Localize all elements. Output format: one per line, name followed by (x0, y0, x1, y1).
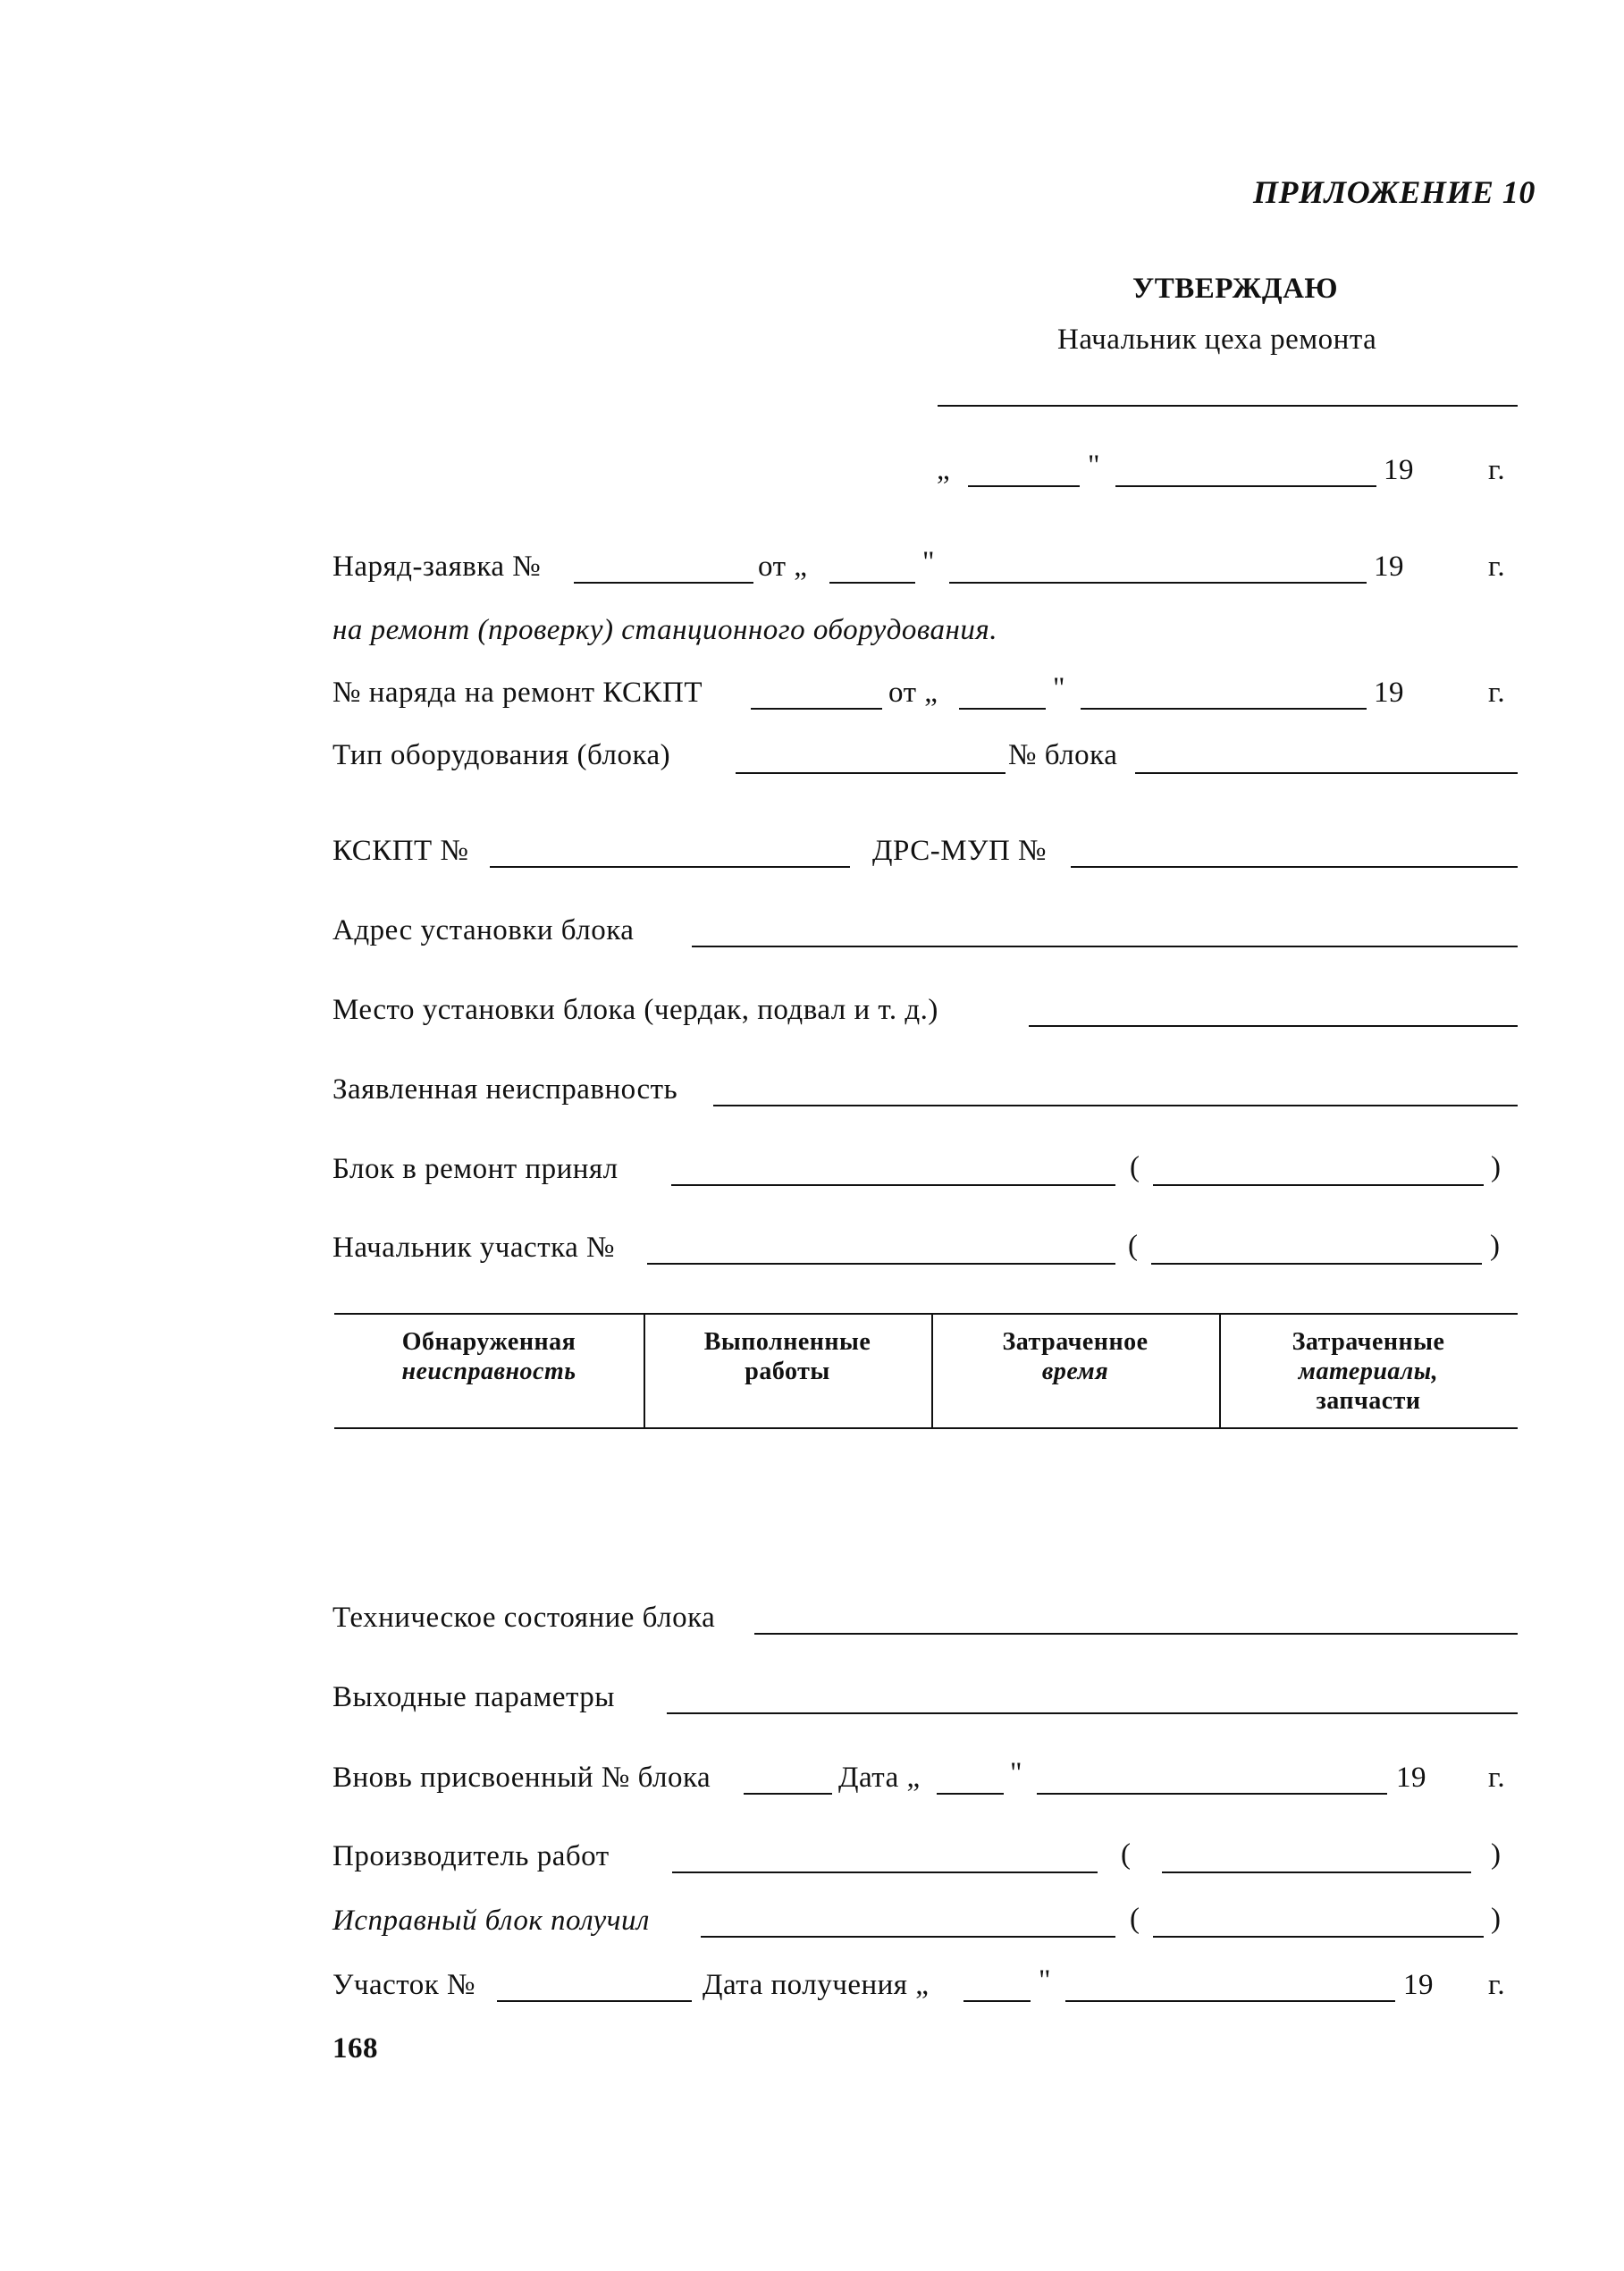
table-header-work-line2: работы (745, 1358, 830, 1386)
header-date-day-field[interactable] (968, 485, 1080, 487)
header-date-close-quote: " (1088, 450, 1100, 482)
repair-order-year-prefix: 19 (1374, 677, 1404, 709)
new-number-year-suffix: г. (1488, 1762, 1506, 1794)
tech-state-label: Техническое состояние блока (332, 1602, 716, 1634)
receipt-year-suffix: г. (1488, 1969, 1506, 2001)
accepted-by-close-paren: ) (1491, 1151, 1502, 1183)
table-header-fault-line1: Обнаруженная (401, 1328, 576, 1356)
location-label: Место установки блока (чердак, подвал и т. д.) (332, 994, 938, 1026)
new-number-year-prefix: 19 (1396, 1762, 1426, 1794)
table-header-fault (334, 1327, 644, 1386)
performer-open-paren: ( (1121, 1838, 1132, 1871)
accepted-by-name-field[interactable] (1153, 1184, 1484, 1186)
output-params-label: Выходные параметры (332, 1681, 615, 1713)
performer-signature-field[interactable] (672, 1871, 1098, 1873)
equipment-type-label: Тип оборудования (блока) (332, 739, 671, 771)
block-number-label: № блока (1008, 739, 1118, 771)
receipt-date-label: Дата получения „ (703, 1969, 930, 2001)
repair-order-day-field[interactable] (959, 708, 1046, 710)
table-header-fault-line2: неисправность (401, 1358, 576, 1386)
performer-label: Производитель работ (332, 1840, 610, 1872)
table-header-materials-line1: Затраченные (1292, 1328, 1445, 1356)
table-header-materials (1219, 1327, 1518, 1416)
approver-signature-line[interactable] (938, 405, 1518, 407)
repair-order-close-quote: " (1053, 672, 1065, 704)
block-number-field[interactable] (1135, 772, 1518, 774)
order-purpose: на ремонт (проверку) станционного оборудования. (332, 614, 997, 646)
new-number-date-label: Дата „ (838, 1762, 921, 1794)
approver-title: Начальник цеха ремонта (1057, 324, 1377, 356)
header-date-month-field[interactable] (1115, 485, 1376, 487)
repair-order-number-field[interactable] (751, 708, 882, 710)
new-number-day-field[interactable] (937, 1793, 1004, 1795)
output-params-field[interactable] (667, 1712, 1518, 1714)
appendix-label: ПРИЛОЖЕНИЕ 10 (1253, 174, 1536, 210)
table-header-materials-line3: запчасти (1316, 1387, 1421, 1416)
repair-order-year-suffix: г. (1488, 677, 1506, 709)
receipt-day-field[interactable] (963, 2000, 1031, 2002)
new-number-close-quote: " (1010, 1757, 1022, 1789)
kskpt-number-field[interactable] (490, 866, 850, 868)
table-header-time-line1: Затраченное (1002, 1328, 1149, 1356)
receipt-close-quote: " (1039, 1964, 1051, 1997)
received-by-signature-field[interactable] (701, 1936, 1115, 1938)
section-number-field[interactable] (497, 2000, 692, 2002)
performer-close-paren: ) (1491, 1838, 1502, 1871)
table-header-work-line1: Выполненные (703, 1328, 871, 1356)
declared-fault-field[interactable] (713, 1105, 1518, 1106)
tech-state-field[interactable] (754, 1633, 1518, 1635)
table-bottom-rule (334, 1427, 1518, 1429)
repair-order-month-field[interactable] (1081, 708, 1367, 710)
section-label: Участок № (332, 1969, 476, 2001)
kskpt-label: КСКПТ № (332, 835, 469, 867)
approve-heading: УТВЕРЖДАЮ (1132, 273, 1339, 305)
order-request-label: Наряд-заявка № (332, 551, 542, 583)
received-by-close-paren: ) (1491, 1903, 1502, 1935)
accepted-by-signature-field[interactable] (671, 1184, 1115, 1186)
table-top-rule (334, 1313, 1518, 1315)
new-number-field[interactable] (744, 1793, 832, 1795)
receipt-month-field[interactable] (1065, 2000, 1395, 2002)
section-head-label: Начальник участка № (332, 1232, 616, 1264)
drs-mup-number-field[interactable] (1071, 866, 1518, 868)
section-head-name-field[interactable] (1151, 1263, 1482, 1265)
received-by-label: Исправный блок получил (332, 1905, 650, 1937)
header-year-suffix: г. (1488, 454, 1506, 486)
table-header-time (931, 1327, 1219, 1386)
order-request-day-field[interactable] (829, 582, 915, 584)
order-request-year-prefix: 19 (1374, 551, 1404, 583)
header-year-prefix: 19 (1384, 454, 1414, 486)
new-number-label: Вновь присвоенный № блока (332, 1762, 711, 1794)
order-request-number-field[interactable] (574, 582, 753, 584)
address-label: Адрес установки блока (332, 914, 635, 946)
receipt-year-prefix: 19 (1403, 1969, 1434, 2001)
drs-mup-label: ДРС-МУП № (872, 835, 1048, 867)
declared-fault-label: Заявленная неисправность (332, 1073, 678, 1106)
accepted-by-open-paren: ( (1130, 1151, 1140, 1183)
received-by-open-paren: ( (1130, 1903, 1140, 1935)
repair-order-label: № наряда на ремонт КСКПТ (332, 677, 703, 709)
equipment-type-field[interactable] (736, 772, 1006, 774)
received-by-name-field[interactable] (1153, 1936, 1484, 1938)
order-request-from: от „ (758, 551, 808, 583)
new-number-month-field[interactable] (1037, 1793, 1387, 1795)
repair-order-from: от „ (888, 677, 938, 709)
accepted-by-label: Блок в ремонт принял (332, 1153, 618, 1185)
section-head-signature-field[interactable] (647, 1263, 1115, 1265)
address-field[interactable] (692, 946, 1518, 947)
table-header-time-line2: время (1041, 1358, 1109, 1386)
location-field[interactable] (1029, 1025, 1518, 1027)
section-head-open-paren: ( (1128, 1230, 1139, 1262)
order-request-year-suffix: г. (1488, 551, 1506, 583)
table-header-work (644, 1327, 931, 1386)
order-request-month-field[interactable] (949, 582, 1367, 584)
header-date-open-quote: „ (937, 454, 951, 486)
order-request-close-quote: " (922, 546, 935, 578)
section-head-close-paren: ) (1490, 1230, 1501, 1262)
page-number: 168 (332, 2032, 378, 2065)
performer-name-field[interactable] (1162, 1871, 1471, 1873)
table-header-materials-line2: материалы, (1298, 1358, 1439, 1386)
